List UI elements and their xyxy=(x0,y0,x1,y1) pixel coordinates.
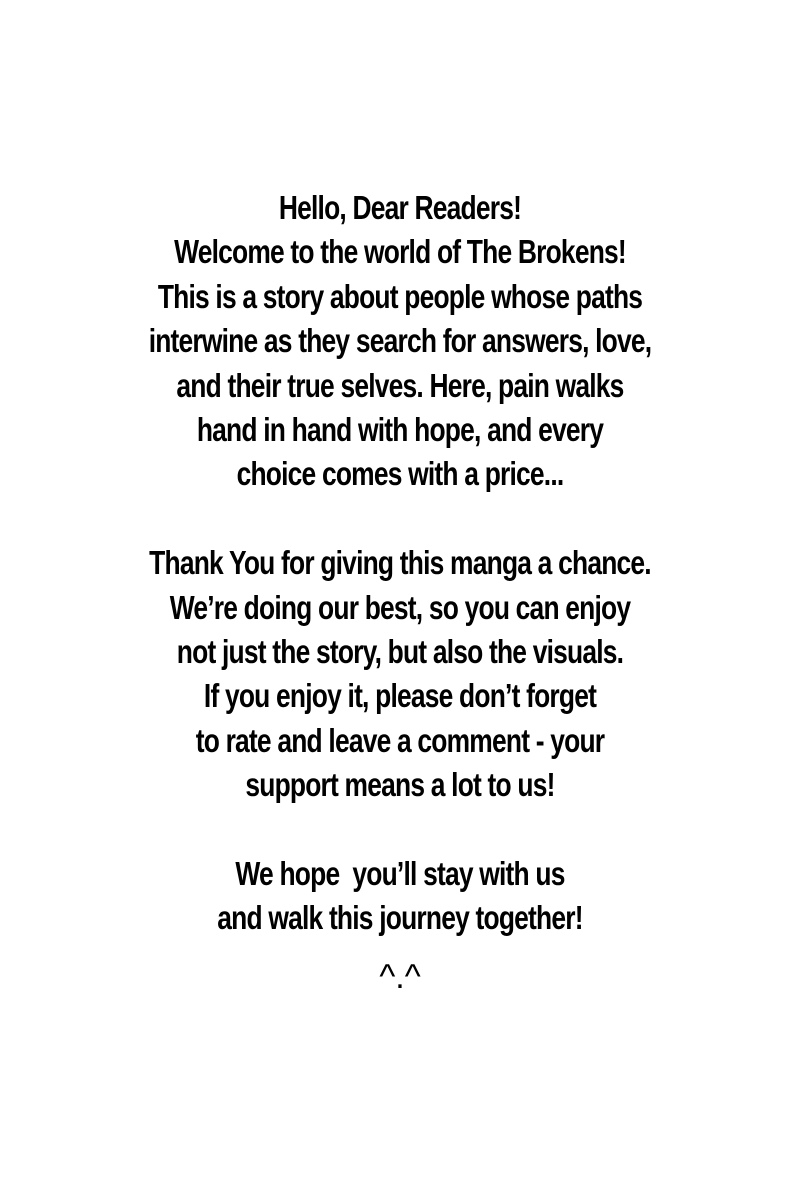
greeting-paragraph xyxy=(0,186,800,497)
greeting-line: Hello, Dear Readers! xyxy=(278,189,522,226)
thanks-line: not just the story, but also the visuals. xyxy=(176,633,624,671)
greeting-line: choice comes with a price... xyxy=(236,455,564,493)
greeting-line: This is a story about people whose paths xyxy=(157,277,643,315)
closing-paragraph xyxy=(0,852,800,941)
greeting-line: hand in hand with hope, and every xyxy=(196,411,604,449)
greeting-line: Welcome to the world of The Brokens! xyxy=(174,233,626,271)
thanks-line: to rate and leave a comment - your xyxy=(195,721,605,759)
closing-line: We hope you’ll stay with us xyxy=(235,855,565,893)
paragraph-spacer xyxy=(0,497,800,541)
greeting-line: interwine as they search for answers, love, xyxy=(148,322,652,360)
greeting-line: and their true selves. Here, pain walks xyxy=(176,366,624,404)
thanks-line: support means a lot to us! xyxy=(245,766,555,804)
thanks-line: Thank You for giving this manga a chance. xyxy=(149,544,651,582)
thanks-line: If you enjoy it, please don’t forget xyxy=(203,677,597,715)
closing-line: and walk this journey together! xyxy=(217,899,583,937)
thanks-line: We’re doing our best, so you can enjoy xyxy=(169,588,631,626)
smiley-emoticon: ^.^ xyxy=(379,958,421,996)
paragraph-spacer xyxy=(0,808,800,852)
readers-message xyxy=(0,186,800,941)
thanks-paragraph xyxy=(0,541,800,807)
